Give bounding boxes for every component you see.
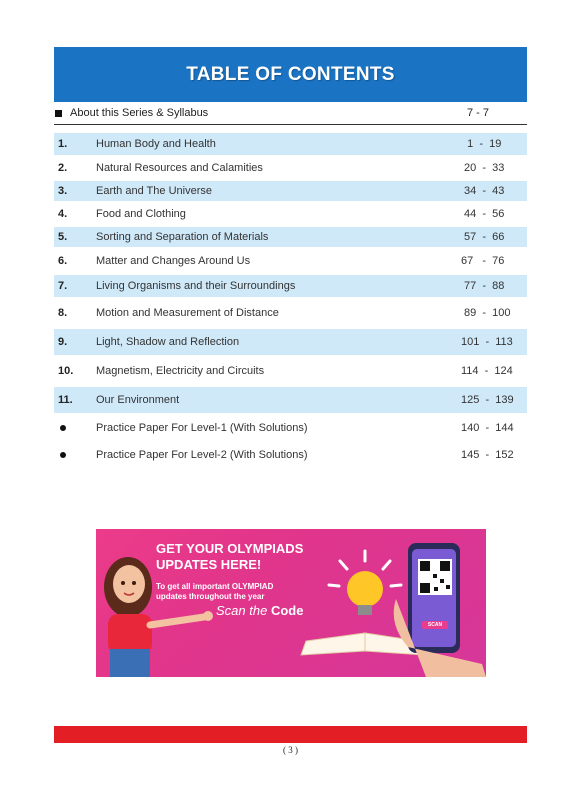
chapter-number: 5. xyxy=(58,231,68,243)
chapter-number: 3. xyxy=(58,185,68,197)
square-bullet-icon xyxy=(55,110,62,117)
intro-title: About this Series & Syllabus xyxy=(70,107,209,119)
chapter-pages: 57 - 66 xyxy=(461,231,505,243)
toc-row[interactable] xyxy=(54,181,527,201)
toc-row[interactable] xyxy=(54,387,527,413)
banner-headline: GET YOUR OLYMPIADS UPDATES HERE! xyxy=(156,541,304,572)
chapter-pages: 67 - 76 xyxy=(461,255,505,267)
chapter-pages: 44 - 56 xyxy=(461,208,505,220)
toc-row[interactable] xyxy=(54,204,527,224)
toc-row[interactable] xyxy=(54,227,527,247)
chapter-pages: 20 - 33 xyxy=(461,162,505,174)
chapter-number: 2. xyxy=(58,162,68,174)
chapter-number: 9. xyxy=(58,336,68,348)
toc-row[interactable] xyxy=(54,300,527,326)
girl-illustration xyxy=(104,557,213,677)
chapter-pages: 125 - 139 xyxy=(461,394,514,406)
chapter-number: 10. xyxy=(58,365,74,377)
chapter-title: Earth and The Universe xyxy=(96,185,212,197)
scan-the-code-text: Scan the Code xyxy=(216,603,304,618)
toc-row[interactable] xyxy=(54,329,527,355)
chapter-title: Human Body and Health xyxy=(96,138,216,150)
chapter-title: Light, Shadow and Reflection xyxy=(96,336,240,348)
chapter-title: Sorting and Separation of Materials xyxy=(96,231,269,243)
chapter-number: 6. xyxy=(58,255,68,267)
chapter-title: Food and Clothing xyxy=(96,208,186,220)
chapter-pages: 101 - 113 xyxy=(461,336,513,348)
practice-pages: 140 - 144 xyxy=(461,422,514,434)
chapter-number: 4. xyxy=(58,208,68,220)
toc-row[interactable] xyxy=(54,275,527,297)
toc-row[interactable] xyxy=(54,358,527,384)
page-title: TABLE OF CONTENTS xyxy=(186,63,395,85)
round-bullet-icon xyxy=(54,425,96,431)
chapter-title: Natural Resources and Calamities xyxy=(96,162,263,174)
practice-title: Practice Paper For Level-2 (With Solutions) xyxy=(96,449,308,461)
intro-pages: 7 - 7 xyxy=(467,107,490,119)
chapter-title: Matter and Changes Around Us xyxy=(96,255,251,267)
scan-button[interactable]: SCAN xyxy=(427,622,443,628)
round-bullet-icon xyxy=(54,452,96,458)
chapter-title: Our Environment xyxy=(96,394,180,406)
page-number: ( 3 ) xyxy=(283,745,298,755)
chapter-title: Motion and Measurement of Distance xyxy=(96,307,279,319)
toc-row[interactable] xyxy=(54,158,527,178)
toc-row[interactable] xyxy=(54,443,527,467)
chapter-pages: 34 - 43 xyxy=(461,185,505,197)
practice-title: Practice Paper For Level-1 (With Solutions) xyxy=(96,422,308,434)
chapter-number: 11. xyxy=(58,394,73,406)
olympiad-banner[interactable] xyxy=(96,529,486,677)
toc-row[interactable] xyxy=(54,133,527,155)
phone-illustration xyxy=(394,543,486,677)
chapter-number: 7. xyxy=(58,280,68,292)
practice-pages: 145 - 152 xyxy=(461,449,514,461)
lightbulb-icon xyxy=(329,551,401,615)
toc-header xyxy=(54,47,527,102)
banner-subtext: To get all important OLYMPIAD updates throughout the year xyxy=(156,582,274,601)
toc-list xyxy=(54,133,527,470)
chapter-title: Magnetism, Electricity and Circuits xyxy=(96,365,265,377)
intro-row[interactable] xyxy=(54,102,527,125)
toc-row[interactable] xyxy=(54,416,527,440)
chapter-pages: 114 - 124 xyxy=(461,365,513,377)
chapter-pages: 77 - 88 xyxy=(461,280,505,292)
chapter-number: 8. xyxy=(58,307,68,319)
chapter-number: 1. xyxy=(58,138,68,150)
chapter-pages: 1 - 19 xyxy=(461,138,502,150)
chapter-title: Living Organisms and their Surroundings xyxy=(96,280,296,292)
chapter-pages: 89 - 100 xyxy=(461,307,511,319)
toc-row[interactable] xyxy=(54,250,527,272)
footer-bar xyxy=(54,726,527,743)
